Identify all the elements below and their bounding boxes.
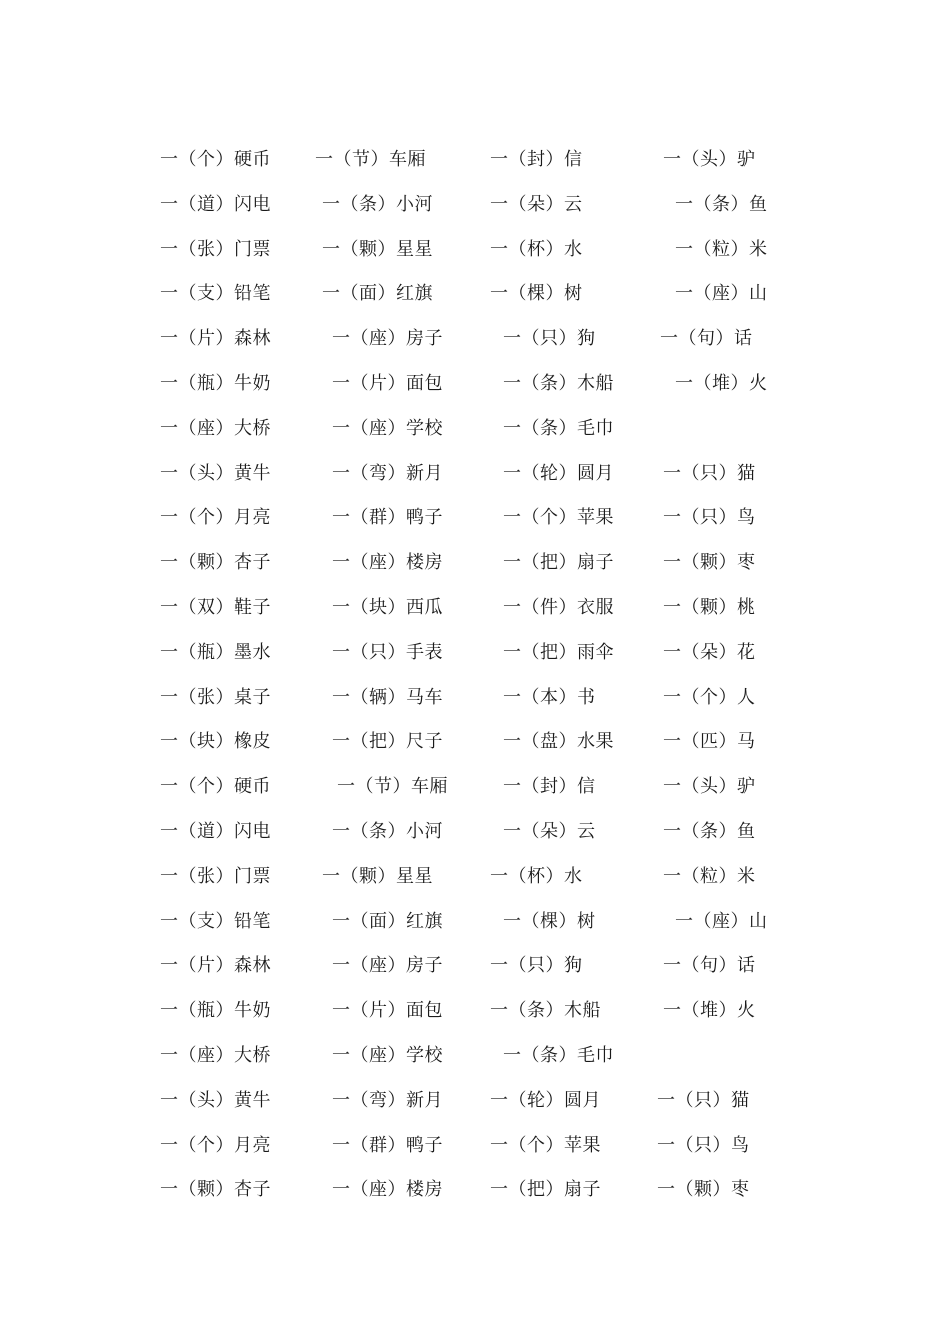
measure-word-phrase: 一（节）车厢	[337, 776, 448, 798]
word-row	[0, 771, 950, 816]
measure-word-phrase: 一（盘）水果	[503, 731, 614, 753]
measure-word-phrase: 一（片）森林	[160, 955, 271, 977]
measure-word-phrase: 一（条）小河	[322, 193, 433, 215]
measure-word-phrase: 一（颗）枣	[663, 552, 756, 574]
measure-word-phrase: 一（瓶）牛奶	[160, 1000, 271, 1022]
measure-word-phrase: 一（条）毛巾	[503, 417, 614, 439]
measure-word-phrase: 一（只）狗	[503, 328, 596, 350]
measure-word-phrase: 一（块）西瓜	[332, 596, 443, 618]
measure-word-phrase: 一（颗）星星	[322, 865, 433, 887]
word-row	[0, 592, 950, 637]
measure-word-phrase: 一（条）鱼	[663, 820, 756, 842]
measure-word-phrase: 一（只）狗	[490, 955, 583, 977]
measure-word-phrase: 一（群）鸭子	[332, 507, 443, 529]
measure-word-phrase: 一（座）楼房	[332, 1179, 443, 1201]
word-row	[0, 682, 950, 727]
measure-word-phrase: 一（头）黄牛	[160, 1089, 271, 1111]
measure-word-phrase: 一（个）硬币	[160, 149, 271, 170]
measure-word-phrase: 一（棵）树	[503, 910, 596, 932]
measure-word-phrase: 一（块）橡皮	[160, 731, 271, 753]
measure-word-phrase: 一（节）车厢	[315, 149, 426, 170]
word-row	[0, 413, 950, 458]
measure-word-phrase: 一（朵）花	[663, 641, 756, 663]
measure-word-phrase: 一（个）人	[663, 686, 756, 708]
measure-word-list	[0, 144, 950, 1219]
measure-word-phrase: 一（张）门票	[160, 238, 271, 260]
measure-word-phrase: 一（辆）马车	[332, 686, 443, 708]
word-row	[0, 1130, 950, 1175]
measure-word-phrase: 一（道）闪电	[160, 193, 271, 215]
measure-word-phrase: 一（杯）水	[490, 238, 583, 260]
measure-word-phrase: 一（条）小河	[332, 820, 443, 842]
measure-word-phrase: 一（封）信	[490, 149, 583, 170]
measure-word-phrase: 一（双）鞋子	[160, 596, 271, 618]
measure-word-phrase: 一（头）黄牛	[160, 462, 271, 484]
measure-word-phrase: 一（张）门票	[160, 865, 271, 887]
word-row	[0, 726, 950, 771]
measure-word-phrase: 一（封）信	[503, 776, 596, 798]
measure-word-phrase: 一（条）毛巾	[503, 1044, 614, 1066]
word-row	[0, 637, 950, 682]
measure-word-phrase: 一（个）月亮	[160, 507, 271, 529]
measure-word-phrase: 一（个）苹果	[503, 507, 614, 529]
measure-word-phrase: 一（只）猫	[663, 462, 756, 484]
measure-word-phrase: 一（面）红旗	[322, 283, 433, 305]
measure-word-phrase: 一（座）学校	[332, 417, 443, 439]
measure-word-phrase: 一（弯）新月	[332, 462, 443, 484]
measure-word-phrase: 一（片）森林	[160, 328, 271, 350]
word-row	[0, 234, 950, 279]
measure-word-phrase: 一（支）铅笔	[160, 910, 271, 932]
measure-word-phrase: 一（道）闪电	[160, 820, 271, 842]
measure-word-phrase: 一（座）大桥	[160, 417, 271, 439]
measure-word-phrase: 一（群）鸭子	[332, 1134, 443, 1156]
measure-word-phrase: 一（条）木船	[490, 1000, 601, 1022]
word-row	[0, 547, 950, 592]
measure-word-phrase: 一（棵）树	[490, 283, 583, 305]
measure-word-phrase: 一（只）猫	[657, 1089, 750, 1111]
measure-word-phrase: 一（粒）米	[675, 238, 768, 260]
measure-word-phrase: 一（片）面包	[332, 372, 443, 394]
word-row	[0, 278, 950, 323]
measure-word-phrase: 一（座）房子	[332, 955, 443, 977]
measure-word-phrase: 一（座）山	[675, 283, 768, 305]
word-row	[0, 906, 950, 951]
word-row	[0, 502, 950, 547]
measure-word-phrase: 一（个）月亮	[160, 1134, 271, 1156]
measure-word-phrase: 一（朵）云	[490, 193, 583, 215]
measure-word-phrase: 一（颗）桃	[663, 596, 756, 618]
measure-word-phrase: 一（座）山	[675, 910, 768, 932]
measure-word-phrase: 一（颗）杏子	[160, 552, 271, 574]
measure-word-phrase: 一（句）话	[663, 955, 756, 977]
word-row	[0, 950, 950, 995]
measure-word-phrase: 一（瓶）墨水	[160, 641, 271, 663]
measure-word-phrase: 一（粒）米	[663, 865, 756, 887]
word-row	[0, 368, 950, 413]
measure-word-phrase: 一（堆）火	[675, 372, 768, 394]
measure-word-phrase: 一（颗）枣	[657, 1179, 750, 1201]
measure-word-phrase: 一（支）铅笔	[160, 283, 271, 305]
word-row	[0, 861, 950, 906]
measure-word-phrase: 一（朵）云	[503, 820, 596, 842]
measure-word-phrase: 一（座）楼房	[332, 552, 443, 574]
measure-word-phrase: 一（条）木船	[503, 372, 614, 394]
measure-word-phrase: 一（堆）火	[663, 1000, 756, 1022]
measure-word-phrase: 一（匹）马	[663, 731, 756, 753]
measure-word-phrase: 一（颗）杏子	[160, 1179, 271, 1201]
measure-word-phrase: 一（本）书	[503, 686, 596, 708]
measure-word-phrase: 一（把）扇子	[503, 552, 614, 574]
measure-word-phrase: 一（把）扇子	[490, 1179, 601, 1201]
measure-word-phrase: 一（面）红旗	[332, 910, 443, 932]
word-row	[0, 1174, 950, 1219]
measure-word-phrase: 一（只）手表	[332, 641, 443, 663]
measure-word-phrase: 一（座）房子	[332, 328, 443, 350]
word-row	[0, 995, 950, 1040]
measure-word-phrase: 一（个）苹果	[490, 1134, 601, 1156]
measure-word-phrase: 一（轮）圆月	[503, 462, 614, 484]
measure-word-phrase: 一（弯）新月	[332, 1089, 443, 1111]
measure-word-phrase: 一（句）话	[660, 328, 753, 350]
measure-word-phrase: 一（把）雨伞	[503, 641, 614, 663]
measure-word-phrase: 一（只）鸟	[663, 507, 756, 529]
measure-word-phrase: 一（颗）星星	[322, 238, 433, 260]
measure-word-phrase: 一（只）鸟	[657, 1134, 750, 1156]
word-row	[0, 816, 950, 861]
measure-word-phrase: 一（件）衣服	[503, 596, 614, 618]
measure-word-phrase: 一（把）尺子	[332, 731, 443, 753]
word-row	[0, 323, 950, 368]
measure-word-phrase: 一（瓶）牛奶	[160, 372, 271, 394]
measure-word-phrase: 一（座）学校	[332, 1044, 443, 1066]
measure-word-phrase: 一（头）驴	[663, 149, 756, 170]
measure-word-phrase: 一（座）大桥	[160, 1044, 271, 1066]
measure-word-phrase: 一（片）面包	[332, 1000, 443, 1022]
measure-word-phrase: 一（杯）水	[490, 865, 583, 887]
word-row	[0, 1040, 950, 1085]
measure-word-phrase: 一（头）驴	[663, 776, 756, 798]
measure-word-phrase: 一（条）鱼	[675, 193, 768, 215]
word-row	[0, 144, 950, 189]
word-row	[0, 189, 950, 234]
measure-word-phrase: 一（轮）圆月	[490, 1089, 601, 1111]
word-row	[0, 458, 950, 503]
word-row	[0, 1085, 950, 1130]
measure-word-phrase: 一（个）硬币	[160, 776, 271, 798]
measure-word-phrase: 一（张）桌子	[160, 686, 271, 708]
